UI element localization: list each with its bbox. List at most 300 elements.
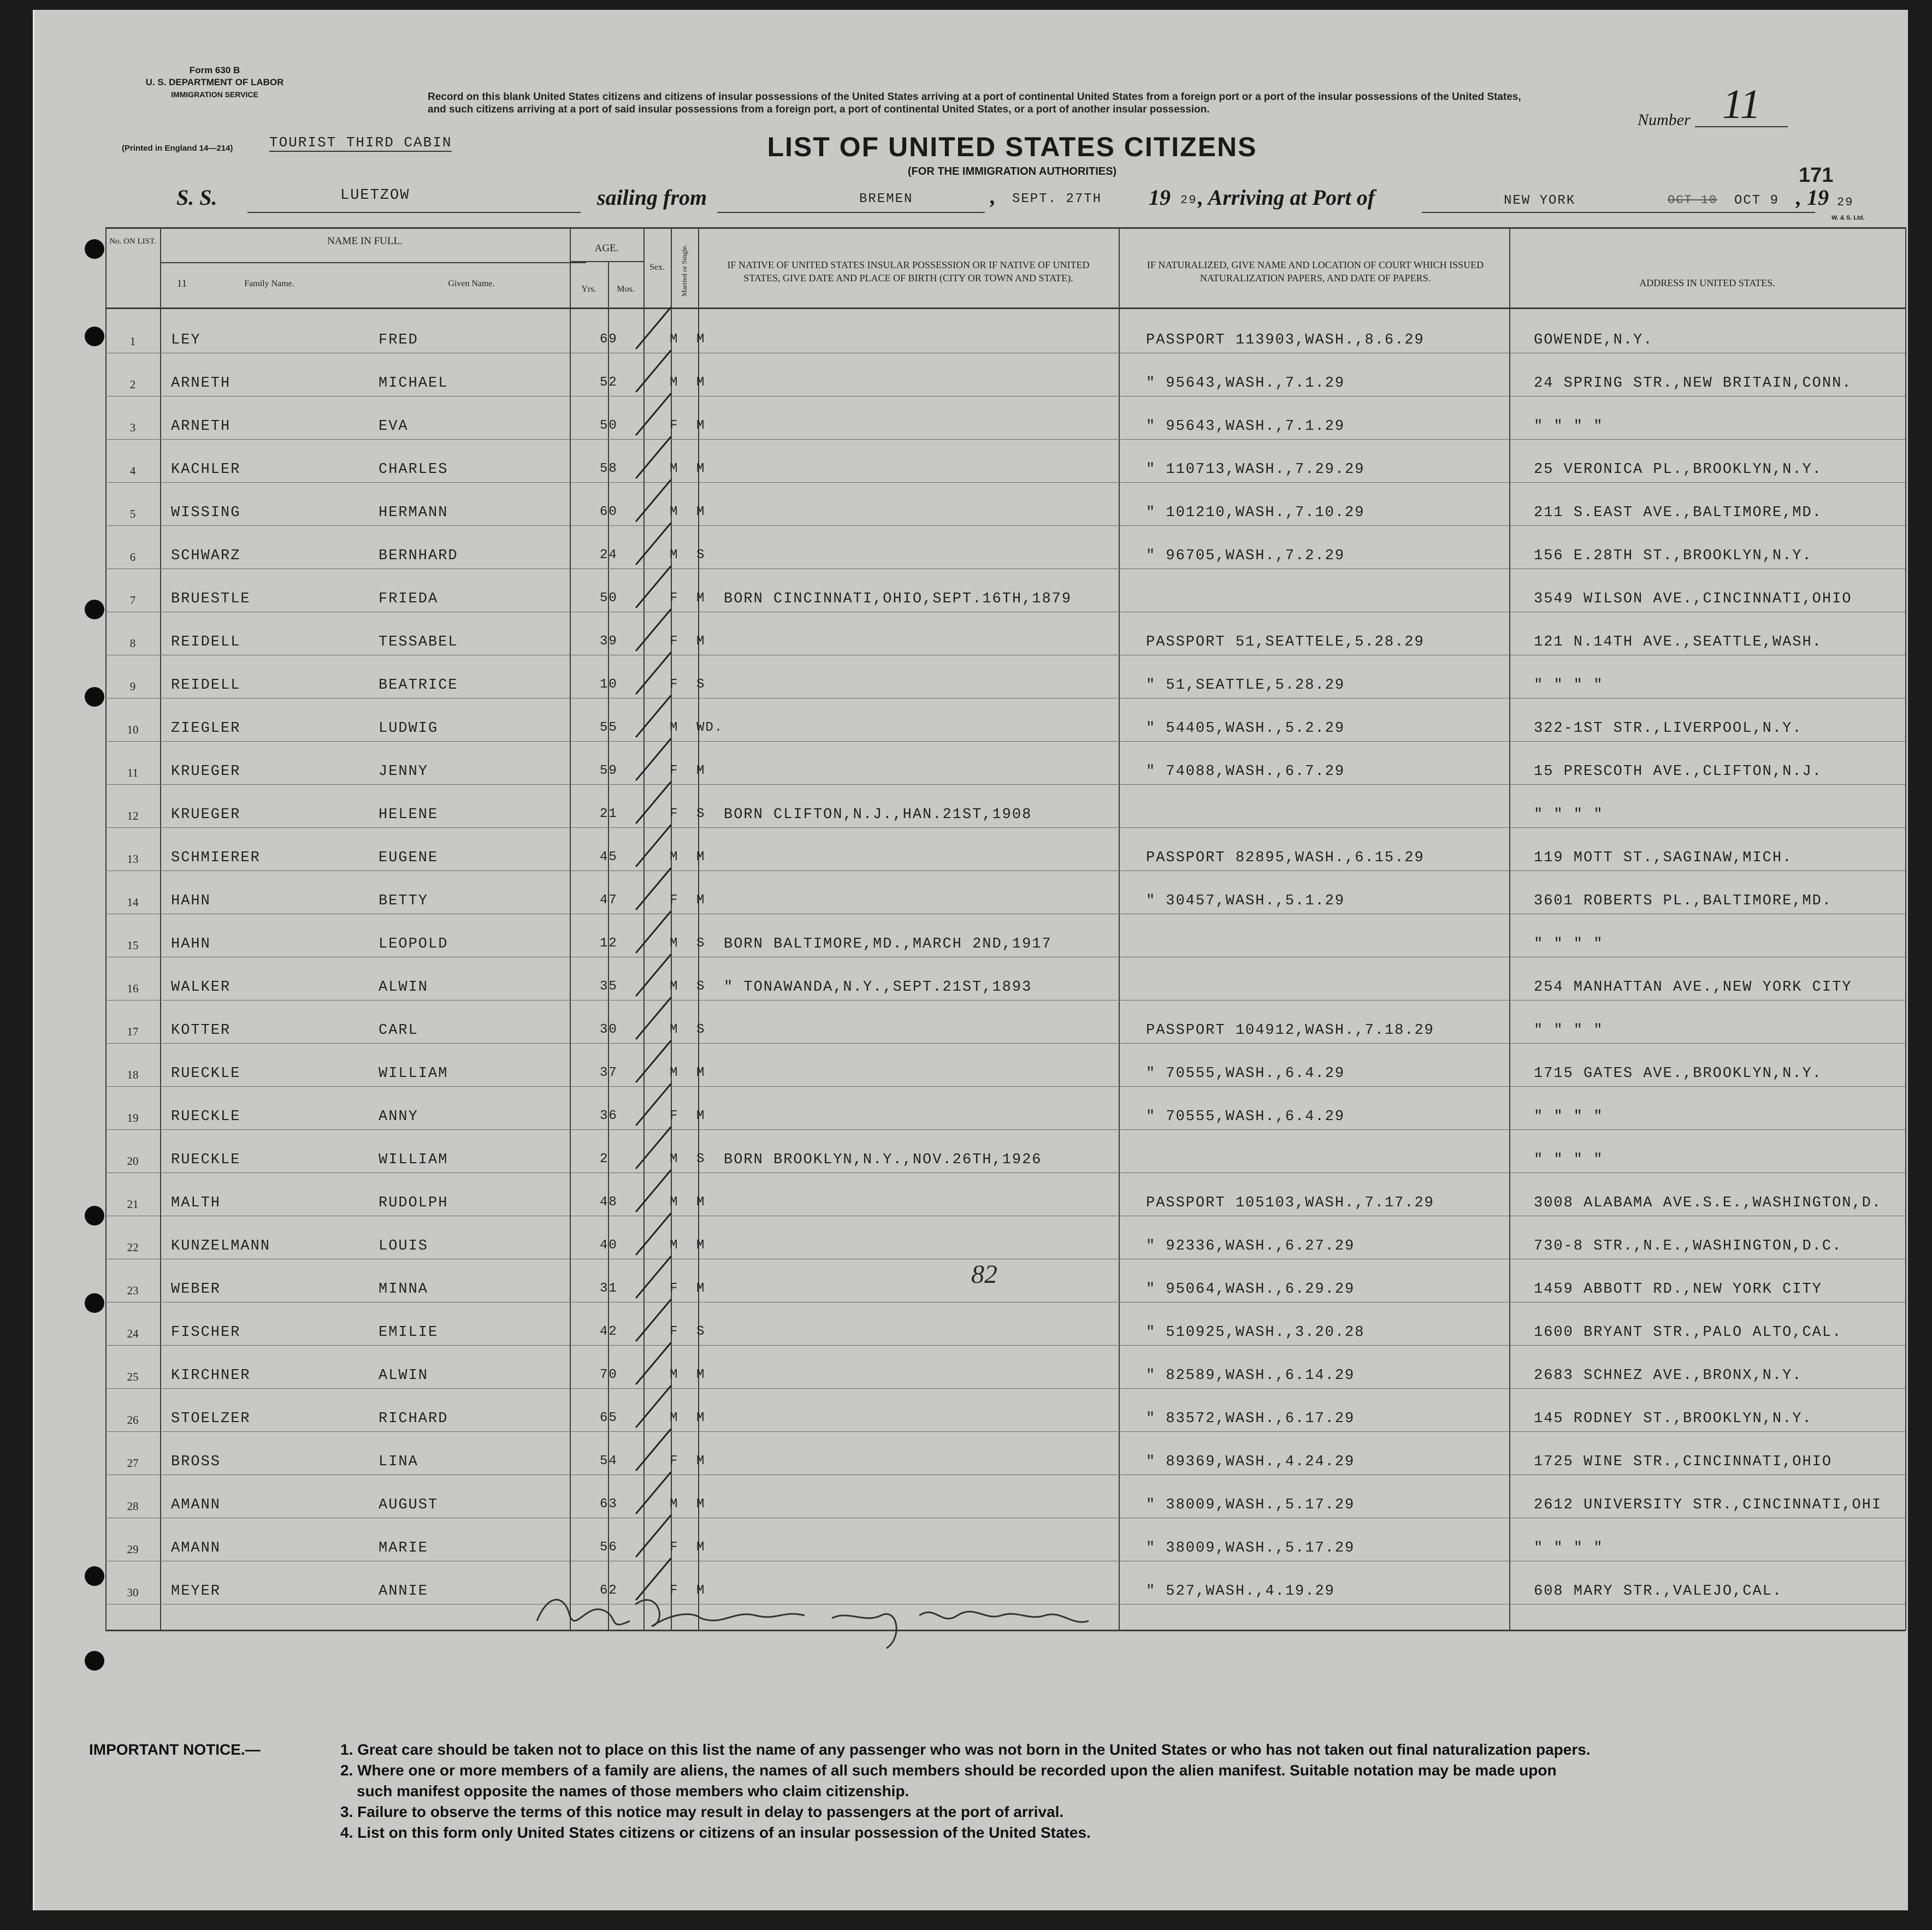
- naturalization-info: " 110713,WASH.,7.29.29: [1146, 461, 1365, 478]
- number-label: Number: [1638, 111, 1691, 129]
- given-name: MARIE: [379, 1540, 429, 1556]
- age-header-rule: [570, 261, 643, 262]
- notice-item-4: 4. List on this form only United States citizens or citizens of an insular possession of the United States.: [340, 1824, 1091, 1841]
- family-name: HAHN: [171, 893, 211, 909]
- check-mark: [635, 1385, 672, 1428]
- col-sex-header: Sex.: [649, 263, 665, 272]
- signature: [526, 1572, 1116, 1654]
- naturalization-info: " 95643,WASH.,7.1.29: [1146, 375, 1345, 392]
- row-rule: [105, 439, 1905, 440]
- address: 608 MARY STR.,VALEJO,CAL.: [1534, 1583, 1783, 1600]
- age-years: 21: [600, 807, 618, 821]
- family-name: BROSS: [171, 1454, 221, 1470]
- family-name: REIDELL: [171, 634, 241, 650]
- col-family-header: Family Name.: [244, 279, 294, 288]
- port-from-line: [717, 212, 985, 213]
- naturalization-info: " 30457,WASH.,5.1.29: [1146, 893, 1345, 909]
- address: " " " ": [1534, 1540, 1604, 1556]
- sex: M: [670, 850, 679, 865]
- row-number: 5: [129, 507, 136, 520]
- naturalization-info: " 510925,WASH.,3.20.28: [1146, 1324, 1365, 1341]
- col-given-header: Given Name.: [448, 279, 495, 288]
- given-name: EMILIE: [379, 1324, 439, 1341]
- sex: M: [670, 936, 679, 951]
- age-years: 62: [600, 1583, 618, 1598]
- sex: M: [670, 332, 679, 347]
- form-number: Form 630 B: [189, 65, 240, 75]
- married-single: M: [696, 332, 706, 347]
- given-name: BEATRICE: [379, 677, 458, 694]
- age-years: 58: [600, 461, 618, 476]
- col-address-header: ADDRESS IN UNITED STATES.: [1639, 277, 1775, 288]
- check-mark: [635, 1083, 672, 1126]
- address: 2683 SCHNEZ AVE.,BRONX,N.Y.: [1534, 1367, 1803, 1384]
- col-rule: [1119, 227, 1120, 1631]
- married-single: M: [696, 1367, 706, 1382]
- given-name: MINNA: [379, 1281, 429, 1298]
- family-name: MEYER: [171, 1583, 221, 1600]
- check-mark: [635, 652, 672, 695]
- sex: F: [670, 1109, 679, 1123]
- year-prefix: 19: [1149, 185, 1171, 210]
- sailing-label: sailing from: [597, 185, 707, 210]
- row-number: 8: [129, 637, 136, 650]
- year-prefix-to: 19: [1807, 185, 1829, 210]
- check-mark: [635, 1428, 672, 1471]
- check-mark: [635, 867, 672, 910]
- address: 2612 UNIVERSITY STR.,CINCINNATI,OHI: [1534, 1497, 1882, 1513]
- ss-label: S. S.: [176, 185, 217, 210]
- given-name: LOUIS: [379, 1238, 429, 1254]
- check-mark: [635, 1342, 672, 1385]
- name-header-rule: [160, 262, 586, 263]
- check-mark: [635, 1126, 672, 1169]
- naturalization-info: PASSPORT 105103,WASH.,7.17.29: [1146, 1195, 1434, 1211]
- port-to: NEW YORK: [1504, 193, 1576, 208]
- married-single: M: [696, 763, 706, 778]
- address: 25 VERONICA PL.,BROOKLYN,N.Y.: [1534, 461, 1822, 478]
- family-name: KIRCHNER: [171, 1367, 251, 1384]
- punch-hole: [85, 1651, 104, 1671]
- family-name: AMANN: [171, 1540, 221, 1556]
- address: 1725 WINE STR.,CINCINNATI,OHIO: [1534, 1454, 1833, 1470]
- birth-info: BORN BALTIMORE,MD.,MARCH 2ND,1917: [724, 936, 1052, 952]
- col-rule: [643, 227, 645, 1631]
- naturalization-info: " 96705,WASH.,7.2.29: [1146, 548, 1345, 564]
- family-name: HAHN: [171, 936, 211, 952]
- page-stamp: 171: [1799, 164, 1834, 187]
- sex: F: [670, 418, 679, 433]
- sex: M: [670, 1497, 679, 1512]
- address: " " " ": [1534, 807, 1604, 823]
- row-number: 26: [127, 1413, 139, 1426]
- punch-hole: [85, 1206, 104, 1226]
- check-mark: [635, 824, 672, 867]
- notice-item-2: 2. Where one or more members of a family are aliens, the names of all such members should be recorded upon the alien manifest. Suitable notation may be made upon: [340, 1762, 1557, 1779]
- age-years: 10: [600, 677, 618, 692]
- naturalization-info: " 95643,WASH.,7.1.29: [1146, 418, 1345, 435]
- punch-hole: [85, 600, 104, 619]
- married-single: M: [696, 1109, 706, 1123]
- married-single: S: [696, 979, 706, 994]
- age-years: 42: [600, 1324, 618, 1339]
- naturalization-info: " 70555,WASH.,6.4.29: [1146, 1109, 1345, 1125]
- punch-hole: [85, 327, 104, 346]
- married-single: S: [696, 1152, 706, 1167]
- col-birth-header: IF NATIVE OF UNITED STATES INSULAR POSSESSION OR IF NATIVE OF UNITED STATES, GIVE DATE AND PLACE OF BIRTH (CITY OR TOWN AND STATE).: [727, 259, 1090, 283]
- married-single: M: [696, 1195, 706, 1210]
- check-mark: [635, 954, 672, 997]
- sex: F: [670, 1324, 679, 1339]
- married-single: M: [696, 505, 706, 519]
- family-name: MALTH: [171, 1195, 221, 1211]
- row-number: 20: [127, 1155, 139, 1168]
- given-name: RICHARD: [379, 1411, 448, 1427]
- check-mark: [635, 1256, 672, 1299]
- family-name: FISCHER: [171, 1324, 241, 1341]
- family-name: BRUESTLE: [171, 591, 251, 607]
- page-title: LIST OF UNITED STATES CITIZENS: [767, 132, 1257, 162]
- age-years: 2: [600, 1152, 609, 1167]
- given-name: FRED: [379, 332, 418, 348]
- row-rule: [105, 1086, 1905, 1087]
- family-name: KUNZELMANN: [171, 1238, 271, 1254]
- arriving-label: , Arriving at Port of: [1198, 185, 1375, 210]
- family-name: WISSING: [171, 505, 241, 521]
- married-single: S: [696, 1022, 706, 1037]
- port-from: BREMEN: [859, 192, 913, 206]
- family-name: LEY: [171, 332, 201, 348]
- list-no-note: 11: [176, 278, 187, 289]
- married-single: S: [696, 807, 706, 821]
- check-mark: [635, 436, 672, 479]
- table-left-rule: [105, 227, 107, 1631]
- naturalization-info: " 92336,WASH.,6.27.29: [1146, 1238, 1355, 1254]
- given-name: LINA: [379, 1454, 418, 1470]
- given-name: ALWIN: [379, 979, 429, 996]
- row-number: 1: [129, 335, 136, 348]
- row-number: 29: [127, 1543, 139, 1556]
- given-name: WILLIAM: [379, 1065, 448, 1082]
- age-years: 35: [600, 979, 618, 994]
- address: 3008 ALABAMA AVE.S.E.,WASHINGTON,D.: [1534, 1195, 1882, 1211]
- naturalization-info: " 38009,WASH.,5.17.29: [1146, 1540, 1355, 1556]
- address: 156 E.28TH ST.,BROOKLYN,N.Y.: [1534, 548, 1812, 564]
- sex: F: [670, 807, 679, 821]
- married-single: M: [696, 893, 706, 908]
- sex: F: [670, 1540, 679, 1555]
- address: " " " ": [1534, 1022, 1604, 1039]
- naturalization-info: " 70555,WASH.,6.4.29: [1146, 1065, 1345, 1082]
- punch-hole: [85, 239, 104, 259]
- row-rule: [105, 1129, 1905, 1130]
- age-years: 37: [600, 1065, 618, 1080]
- address: " " " ": [1534, 1109, 1604, 1125]
- age-years: 54: [600, 1454, 618, 1469]
- table-top-rule: [105, 227, 1905, 229]
- married-single: M: [696, 1411, 706, 1425]
- given-name: LEOPOLD: [379, 936, 448, 952]
- address: " " " ": [1534, 1152, 1604, 1168]
- check-mark: [635, 1299, 672, 1342]
- given-name: FRIEDA: [379, 591, 439, 607]
- address: " " " ": [1534, 418, 1604, 435]
- sex: M: [670, 505, 679, 519]
- age-years: 70: [600, 1367, 618, 1382]
- given-name: RUDOLPH: [379, 1195, 448, 1211]
- family-name: RUECKLE: [171, 1109, 241, 1125]
- row-number: 13: [127, 852, 139, 866]
- married-single: M: [696, 1540, 706, 1555]
- check-mark: [635, 781, 672, 824]
- naturalization-info: " 95064,WASH.,6.29.29: [1146, 1281, 1355, 1298]
- given-name: LUDWIG: [379, 720, 439, 737]
- family-name: AMANN: [171, 1497, 221, 1513]
- given-name: ALWIN: [379, 1367, 429, 1384]
- row-number: 28: [127, 1500, 139, 1513]
- sex: M: [670, 1195, 679, 1210]
- married-single: M: [696, 1454, 706, 1469]
- row-number: 14: [127, 896, 139, 909]
- address: 15 PRESCOTH AVE.,CLIFTON,N.J.: [1534, 763, 1822, 780]
- punch-hole: [85, 687, 104, 707]
- col-naturalized-header: IF NATURALIZED, GIVE NAME AND LOCATION OF COURT WHICH ISSUED NATURALIZATION PAPERS, AND DATE OF PAPERS.: [1147, 259, 1484, 283]
- notice-label: IMPORTANT NOTICE.—: [89, 1741, 261, 1758]
- married-single: M: [696, 1583, 706, 1598]
- family-name: RUECKLE: [171, 1065, 241, 1082]
- row-number: 24: [127, 1327, 139, 1340]
- address: 1600 BRYANT STR.,PALO ALTO,CAL.: [1534, 1324, 1842, 1341]
- row-number: 15: [127, 939, 139, 952]
- age-years: 50: [600, 591, 618, 606]
- family-name: KACHLER: [171, 461, 241, 478]
- check-mark: [635, 522, 672, 565]
- sex: M: [670, 1065, 679, 1080]
- married-single: M: [696, 375, 706, 390]
- naturalization-info: " 51,SEATTLE,5.28.29: [1146, 677, 1345, 694]
- check-mark: [635, 1169, 672, 1212]
- age-years: 36: [600, 1109, 618, 1123]
- married-single: M: [696, 1497, 706, 1512]
- notice-item-2-cont: such manifest opposite the names of those members who claim citizenship.: [357, 1783, 909, 1799]
- date-to: OCT 9: [1734, 193, 1780, 208]
- notice-item-1: 1. Great care should be taken not to place on this list the name of any passenger who was not born in the United States or who has not taken out final naturalization papers.: [340, 1741, 1591, 1758]
- naturalization-info: PASSPORT 51,SEATTELE,5.28.29: [1146, 634, 1425, 650]
- age-years: 30: [600, 1022, 618, 1037]
- address: 322-1ST STR.,LIVERPOOL,N.Y.: [1534, 720, 1803, 737]
- sex: F: [670, 893, 679, 908]
- sex: M: [670, 1022, 679, 1037]
- col-age-header: AGE.: [594, 242, 619, 254]
- given-name: WILLIAM: [379, 1152, 448, 1168]
- row-rule: [105, 784, 1905, 785]
- age-years: 60: [600, 505, 618, 519]
- naturalization-info: " 38009,WASH.,5.17.29: [1146, 1497, 1355, 1513]
- age-years: 24: [600, 548, 618, 563]
- married-single: M: [696, 591, 706, 606]
- age-years: 55: [600, 720, 618, 735]
- check-mark: [635, 1514, 672, 1558]
- address: 254 MANHATTAN AVE.,NEW YORK CITY: [1534, 979, 1852, 996]
- age-years: 56: [600, 1540, 618, 1555]
- year-from: 29: [1180, 193, 1197, 207]
- page-subtitle: (FOR THE IMMIGRATION AUTHORITIES): [907, 165, 1117, 177]
- row-number: 25: [127, 1370, 139, 1383]
- given-name: CARL: [379, 1022, 418, 1039]
- date-from: SEPT. 27TH: [1012, 192, 1102, 206]
- col-rule: [1509, 227, 1510, 1631]
- check-mark: [635, 997, 672, 1040]
- family-name: KRUEGER: [171, 807, 241, 823]
- address: 1459 ABBOTT RD.,NEW YORK CITY: [1534, 1281, 1822, 1298]
- row-rule: [105, 1345, 1905, 1346]
- sex: M: [670, 720, 679, 735]
- row-rule: [105, 827, 1905, 828]
- married-single: S: [696, 548, 706, 563]
- family-name: WALKER: [171, 979, 231, 996]
- sex: M: [670, 1411, 679, 1425]
- given-name: BERNHARD: [379, 548, 458, 564]
- row-number: 11: [127, 766, 139, 779]
- count-mark: 82: [971, 1260, 997, 1289]
- given-name: HERMANN: [379, 505, 448, 521]
- row-number: 21: [127, 1198, 139, 1211]
- address: 145 RODNEY ST.,BROOKLYN,N.Y.: [1534, 1411, 1812, 1427]
- birth-info: BORN BROOKLYN,N.Y.,NOV.26TH,1926: [724, 1152, 1042, 1168]
- row-rule: [105, 482, 1905, 483]
- notice-item-3: 3. Failure to observe the terms of this notice may result in delay to passengers at the port of arrival.: [340, 1803, 1064, 1820]
- family-name: SCHWARZ: [171, 548, 241, 564]
- family-name: KOTTER: [171, 1022, 231, 1039]
- sex: M: [670, 375, 679, 390]
- family-name: STOELZER: [171, 1411, 251, 1427]
- given-name: ANNY: [379, 1109, 418, 1125]
- married-single: S: [696, 1324, 706, 1339]
- family-name: KRUEGER: [171, 763, 241, 780]
- married-single: M: [696, 850, 706, 865]
- col-mos-header: Mos.: [617, 285, 635, 294]
- row-number: 16: [127, 982, 139, 995]
- service: IMMIGRATION SERVICE: [171, 90, 258, 99]
- check-mark: [635, 1212, 672, 1256]
- age-years: 48: [600, 1195, 618, 1210]
- ship-line: [247, 212, 581, 213]
- row-rule: [105, 741, 1905, 742]
- col-no-header: No. ON LIST.: [109, 237, 156, 246]
- family-name: WEBER: [171, 1281, 221, 1298]
- check-mark: [635, 695, 672, 738]
- family-name: ZIEGLER: [171, 720, 241, 737]
- married-single: M: [696, 1281, 706, 1296]
- married-single: M: [696, 461, 706, 476]
- check-mark: [635, 306, 672, 350]
- naturalization-info: PASSPORT 113903,WASH.,8.6.29: [1146, 332, 1425, 348]
- sex: M: [670, 461, 679, 476]
- cabin-class: TOURIST THIRD CABIN: [269, 134, 452, 151]
- sex: F: [670, 763, 679, 778]
- address: " " " ": [1534, 677, 1604, 694]
- naturalization-info: " 527,WASH.,4.19.29: [1146, 1583, 1335, 1600]
- address: 119 MOTT ST.,SAGINAW,MICH.: [1534, 850, 1793, 866]
- sex: M: [670, 548, 679, 563]
- check-mark: [635, 1040, 672, 1083]
- given-name: EUGENE: [379, 850, 439, 866]
- family-name: ARNETH: [171, 418, 231, 435]
- year-to: 29: [1837, 196, 1854, 209]
- row-number: 30: [127, 1586, 139, 1599]
- age-years: 52: [600, 375, 618, 390]
- check-mark: [635, 350, 672, 393]
- address: 211 S.EAST AVE.,BALTIMORE,MD.: [1534, 505, 1822, 521]
- sex: M: [670, 1238, 679, 1253]
- sex: M: [670, 1152, 679, 1167]
- family-name: ARNETH: [171, 375, 231, 392]
- married-single: M: [696, 1065, 706, 1080]
- address: " " " ": [1534, 936, 1604, 952]
- sex: F: [670, 634, 679, 649]
- naturalization-info: " 82589,WASH.,6.14.29: [1146, 1367, 1355, 1384]
- married-single: M: [696, 634, 706, 649]
- age-years: 40: [600, 1238, 618, 1253]
- row-number: 10: [127, 723, 139, 736]
- naturalization-info: " 54405,WASH.,5.2.29: [1146, 720, 1345, 737]
- given-name: AUGUST: [379, 1497, 439, 1513]
- sex: M: [670, 1367, 679, 1382]
- check-mark: [635, 565, 672, 608]
- row-number: 22: [127, 1241, 139, 1254]
- married-single: WD.: [696, 720, 724, 735]
- sex: M: [670, 979, 679, 994]
- naturalization-info: " 101210,WASH.,7.10.29: [1146, 505, 1365, 521]
- check-mark: [635, 1471, 672, 1514]
- list-number: 11: [1722, 81, 1761, 127]
- sex: F: [670, 677, 679, 692]
- age-years: 59: [600, 763, 618, 778]
- age-years: 63: [600, 1497, 618, 1512]
- port-to-line: [1422, 212, 1815, 213]
- address: 3601 ROBERTS PL.,BALTIMORE,MD.: [1534, 893, 1833, 909]
- birth-info: " TONAWANDA,N.Y.,SEPT.21ST,1893: [724, 979, 1032, 996]
- naturalization-info: PASSPORT 104912,WASH.,7.18.29: [1146, 1022, 1434, 1039]
- row-rule: [105, 1302, 1905, 1303]
- row-number: 2: [129, 378, 136, 391]
- punch-hole: [85, 1566, 104, 1586]
- row-rule: [105, 1388, 1905, 1389]
- given-name: ANNIE: [379, 1583, 429, 1600]
- row-number: 4: [129, 464, 136, 477]
- given-name: HELENE: [379, 807, 439, 823]
- married-single: M: [696, 418, 706, 433]
- printer-mark: W. & S. Ltd.: [1831, 215, 1865, 221]
- row-number: 19: [127, 1111, 139, 1124]
- age-years: 50: [600, 418, 618, 433]
- naturalization-info: " 74088,WASH.,6.7.29: [1146, 763, 1345, 780]
- given-name: TESSABEL: [379, 634, 458, 650]
- manifest-sheet: Form 630 B U. S. DEPARTMENT OF LABOR IMMIGRATION SERVICE (Printed in England 14—214) TOURIST THIRD CABIN Record on this blank United States citizens and citizens of insular possessions of the United States arriving at a port of continental United States from a foreign port or a port of the insular possessions of the United States, and such citizens arriving at a port of said insular possessions from a foreign port, a port of continental United States, or a port of another insular possession. LIST OF UNITED STATES CITIZENS (FOR THE IMMIGRATION AUTHORITIES) Number 11 171 S. S. LUETZOW sailing from BREMEN , SEPT. 27TH 19 29 , Arriving at Port of NEW YORK OCT 10 OCT 9 , 19 29 W. & S. Ltd. No. ON LIST. NAME IN FULL. 11 Family Name. Given Name. AGE. Yrs. Mos. Sex. Married or Single. IF NATIVE OF UNITED STATES INSULAR POSSESSION OR IF NATIVE OF UNITED STATES, GIVE DATE AND PLACE OF BIRTH (CITY OR TOWN AND STATE). IF NATURALIZED, GIVE NAME AND LOCATION OF COURT WHICH ISSUED NATURALIZATION PAPERS, AND DATE OF PAPERS. ADDRESS IN UNITED STATES. 1 LEY FRED 69 M M PASSPORT 113903,WASH.,8.6.29 GOWENDE,N.Y. 2 ARNETH MICHAEL 52 M M " 95643,WASH.,7.1.29 24 SPRING STR.,NEW BRITAIN,CONN. 3 ARNETH EVA 50 F M " 95643,WASH.,7.1.29 " " " " 4 KACHLER CHARLES 58 M M " 110713,WASH.,7.29.29 25 VERONICA PL.,BROOKLYN,N.Y. 5 WISSING HERMANN 60 M M " 101210,WASH.,7.10.29 211 S.EAST AVE.,BALTIMORE,MD. 6 SCHWARZ BERNHARD 24 M S " 96705,WASH.,7.2.29 156 E.28TH ST.,BROOKLYN,N.Y. 7 BRUESTLE FRIEDA 50 F M BORN CINCINNATI,OHIO,SEPT.16TH,1879 3549 WILSON AVE.,CINCINNATI,OHIO 8 REIDELL TESSABEL 39 F M PASSPORT 51,SEATTELE,5.28.29 121 N.14TH AVE.,SEATTLE,WASH. 9 REIDELL BEATRICE 10 F S " 51,SEATTLE,5.28.29 " " " " 10 ZIEGLER LUDWIG 55 M WD. " 54405,WASH.,5.2.29 322-1ST STR.,LIVERPOOL,N.Y. 11 KRUEGER JENNY 59 F M " 74088,WASH.,6.7.29 15 PRESCOTH AVE.,CLIFTON,N.J. 12 KRUEGER HELENE 21 F S BORN CLIFTON,N.J.,HAN.21ST,1908 " " " " 13 SCHMIERER EUGENE 45 M M PASSPORT 82895,WASH.,6.15.29 119 MOTT ST.,SAGINAW,MICH. 14 HAHN BETTY 47 F M " 30457,WASH.,5.1.29 3601 ROBERTS PL.,BALTIMORE,MD. 15 HAHN LEOPOLD 12 M S BORN BALTIMORE,MD.,MARCH 2ND,1917 " " " " 16 WALKER ALWIN 35 M S " TONAWANDA,N.Y.,SEPT.21ST,1893 254 MANHATTAN AVE.,NEW YORK CITY 17 KOTTER CARL 30 M S PASSPORT 104912,WASH.,7.18.29 " " " " 18 RUECKLE WILLIAM 37 M M " 70555,WASH.,6.4.29 1715 GATES AVE.,BROOKLYN,N.Y. 19 RUECKLE ANNY 36 F M " 70555,WASH.,6.4.29 " " " " 20 RUECKLE WILLIAM 2 M S BORN BROOKLYN,N.Y.,NOV.26TH,1926 " " " " 21 MALTH RUDOLPH 48 M M PASSPORT 105103,WASH.,7.17.29 3008 ALABAMA AVE.S.E.,WASHINGTON,D. 22 KUNZELMANN LOUIS 40 M M " 92336,WASH.,6.27.29 730-8 STR.,N.E.,WASHINGTON,D.C. 23 WEBER MINNA 31 F M " 95064,WASH.,6.29.29 1459 ABBOTT RD.,NEW YORK CITY 24 FISCHER EMILIE 42 F S " 510925,WASH.,3.20.28 1600 BRYANT STR.,PALO ALTO,CAL. 25 KIRCHNER ALWIN 70 M M " 82589,WASH.,6.14.29 2683 SCHNEZ AVE.,BRONX,N.Y. 26 STOELZER RICHARD 65 M M " 83572,WASH.,6.17.29 145 RODNEY ST.,BROOKLYN,N.Y. 27 BROSS LINA 54 F M " 89369,WASH.,4.24.29 1725 WINE STR.,CINCINNATI,OHIO 28 AMANN AUGUST 63 M M " 38009,WASH.,5.17.29 2612 UNIVERSITY STR.,CINCINNATI,OHI 29 AMANN MARIE 56 F M " 38009,WASH.,5.17.29 " " " " 30 MEYER ANNIE 62 F M " 527,WASH.,4.19.29 608 MARY STR.,VALEJO,CAL. 82 IMPORTANT NOTICE.— 1. Great care should be taken not to place on this list the name of any passenger who was not born in the United States or who has not taken out final naturalization papers. 2. Where one or more members of a family are aliens, the names of all such members should be recorded upon the alien manifest. Suitable notation may be made upon such manifest opposite the names of those members who claim citizenship. 3. Failure to observe the terms of this notice may result in delay to passengers at the port of arrival. 4. List on this form only United States citizens or citizens of an insular possession of the United States.: [33, 10, 1908, 1910]
- instructions: Record on this blank United States citizens and citizens of insular possessions of the United States arriving at a port of continental United States from a foreign port or a port of the insular possessions of the United States, and such citizens arriving at a port of said insular possessions from a foreign port, a port of continental United States, or a port of another insular possession.: [428, 91, 1521, 115]
- header-bottom-rule: [105, 307, 1905, 309]
- naturalization-info: " 89369,WASH.,4.24.29: [1146, 1454, 1355, 1470]
- row-number: 27: [127, 1457, 139, 1470]
- family-name: RUECKLE: [171, 1152, 241, 1168]
- address: GOWENDE,N.Y.: [1534, 332, 1653, 348]
- row-number: 6: [129, 550, 136, 564]
- check-mark: [635, 738, 672, 781]
- col-rule: [570, 227, 571, 1631]
- row-number: 9: [129, 680, 136, 693]
- check-mark: [635, 910, 672, 954]
- birth-info: BORN CINCINNATI,OHIO,SEPT.16TH,1879: [724, 591, 1072, 607]
